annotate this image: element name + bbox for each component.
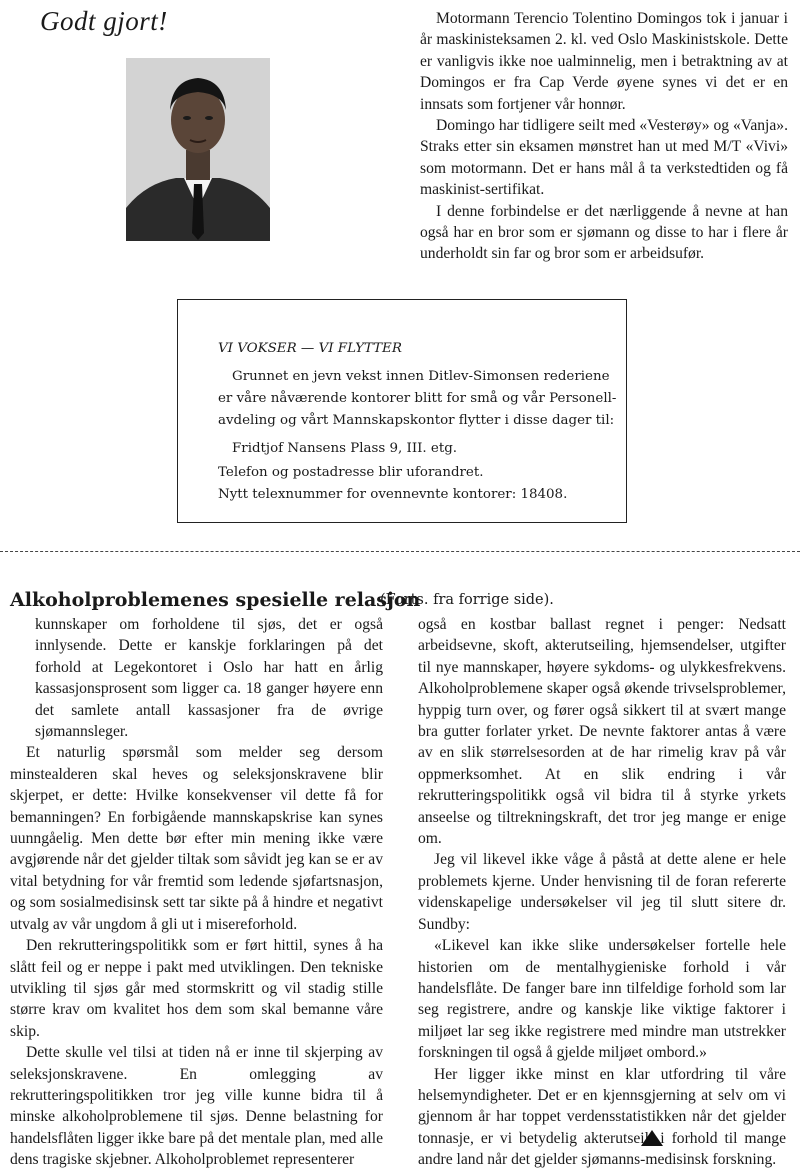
notice-line: Grunnet en jevn vekst innen Ditlev-Simonsen rederiene — [232, 369, 610, 384]
notice-line: Telefon og postadresse blir uforandret. — [218, 465, 484, 480]
article-headline: Alkoholproblemenes spesielle relasjon — [10, 589, 421, 611]
notice-line: er våre nåværende kontorer blitt for små og vår Personell- — [218, 391, 617, 406]
continued-note: (Forts. fra forrige side). — [380, 592, 554, 608]
notice-heading: VI VOKSER — VI FLYTTER — [218, 341, 402, 356]
portrait-photo — [126, 58, 270, 241]
section-divider — [0, 551, 800, 552]
article-quote: «Likevel kan ikke slike undersøkelser fortelle hele historien om de mentalhygieniske forhold i vår handelsflåte. De fanger bare inn tilfeldige forhold som lar seg registrere, andre og kanskje like viktige faktorer i miljøet lar seg ikke registrere med mindre man utstrekker forskningen til også å gjelde miljøet ombord.» — [418, 937, 786, 1062]
notice-line: avdeling og vårt Mannskapskontor flytter i disse dager til: — [218, 413, 615, 428]
notice-box — [177, 299, 627, 523]
notice-line: Nytt telexnummer for ovennevnte kontorer: 18408. — [218, 487, 568, 502]
article-paragraph: også en kostbar ballast regnet i penger: Nedsatt arbeidsevne, skoft, akterutseiling, hjemsendelser, utgifter til nye mannskaper, høyere sykdoms- og ulykkesfrekvens. Alkoholproblemene skaper også økende trivselsproblemer, hyppig turn over, og fører også sikkert til at svært mange bra gutter forlater yrket. De nevnte faktorer antas å være av en slik størrelsesorden at de har rimelig krav på vår oppmerksomhet. At en slik endring i vår rekrutteringspolitikk også vil bidra til å styrke yrkets anseelse og tiltrekningskraft, det tror jeg mange er enige om. — [418, 616, 786, 848]
article-column-right — [418, 614, 786, 1171]
intro-paragraph: Domingo har tidligere seilt med «Vesterøy» og «Vanja». Straks etter sin eksamen mønstret han ut med M/T «Vivi» som motormann. Det er hans mål å ta verkstedtiden og få maskinist-sertifikat. — [420, 117, 788, 199]
intro-paragraph: Motormann Terencio Tolentino Domingos tok i januar i år maskinisteksamen 2. kl. ved Oslo Maskinistskole. Dette er vanligvis ikke noe ualminnelig, men i betraktning av at Domingos er fra Cap Verde øyene synes vi det er en innsats som fortjener vår honnør. — [420, 10, 788, 113]
article-paragraph: Den rekrutteringspolitikk som er ført hittil, synes å ha slått feil og er neppe i pakt med utviklingen. Den tekniske utvikling til sjøs går med stormskritt og vil stadig stille større krav om kvalitet hos dem som skal bemanne våre skip. — [10, 937, 383, 1040]
article-paragraph: Jeg vil likevel ikke våge å påstå at dette alene er hele problemets kjerne. Under henvisning til de foran refererte videnskapelige undersøkelser vil jeg til slutt sitere dr. Sundby: — [418, 851, 786, 933]
intro-paragraph: I denne forbindelse er det nærliggende å nevne at han også har en bror som er sjømann og disse to har i flere år underholdt sin far og bror som er arbeidsufør. — [420, 202, 788, 263]
intro-text — [420, 8, 788, 265]
article-paragraph: Dette skulle vel tilsi at tiden nå er inne til skjerping av seleksjonskravene. En omlegging av rekrutteringspolitikken tror jeg ville kunne bidra til å minske alkoholproblemene til sjøs. Denne belastning for handelsflåten ligger ikke bare på det mentale plan, med alle dens tragiske skjebner. Alkoholproblemet representerer — [10, 1044, 383, 1169]
continue-arrow-icon — [641, 1130, 663, 1146]
article-paragraph: Her ligger ikke minst en klar utfordring til våre helsemyndigheter. Det er en kjennsgjerning at selv om vi gjennom år har toppet verdensstatistikken når det gjelder tonnasje, er vi betydelig akterutseilt i forhold til mange andre land når det gjelder sjømanns-medisinsk forskning. — [418, 1065, 786, 1169]
page-title: Godt gjort! — [40, 6, 168, 36]
article-paragraph: Et naturlig spørsmål som melder seg dersom minstealderen skal heves og seleksjonskravene blir skjerpet, er dette: Hvilke konsekvenser vil dette få for bemanningen? En forbigående mannskapskrise kan synes uunngåelig. Men dette bør efter min mening ikke være avgjørende når det gjelder tiltak som såvidt jeg kan se er av vital betydning for vår fremtid som ledende sjøfartsnasjon, og som sosialmedisinsk sett tar sikte på å hindre et negativt utvalg av vår ungdom å gli ut i misereforhold. — [10, 744, 383, 933]
article-paragraph: kunnskaper om forholdene til sjøs, det er også innlysende. Dette er kanskje forklaringen på det forhold at Legekontoret i Oslo har hatt en årlig kassasjonsprosent som ligger ca. 18 ganger høyere enn det samlete antall kassasjoner fra de øvrige sjømannsleger. — [35, 616, 383, 741]
notice-address: Fridtjof Nansens Plass 9, III. etg. — [232, 441, 458, 456]
article-column-left — [10, 614, 383, 1171]
